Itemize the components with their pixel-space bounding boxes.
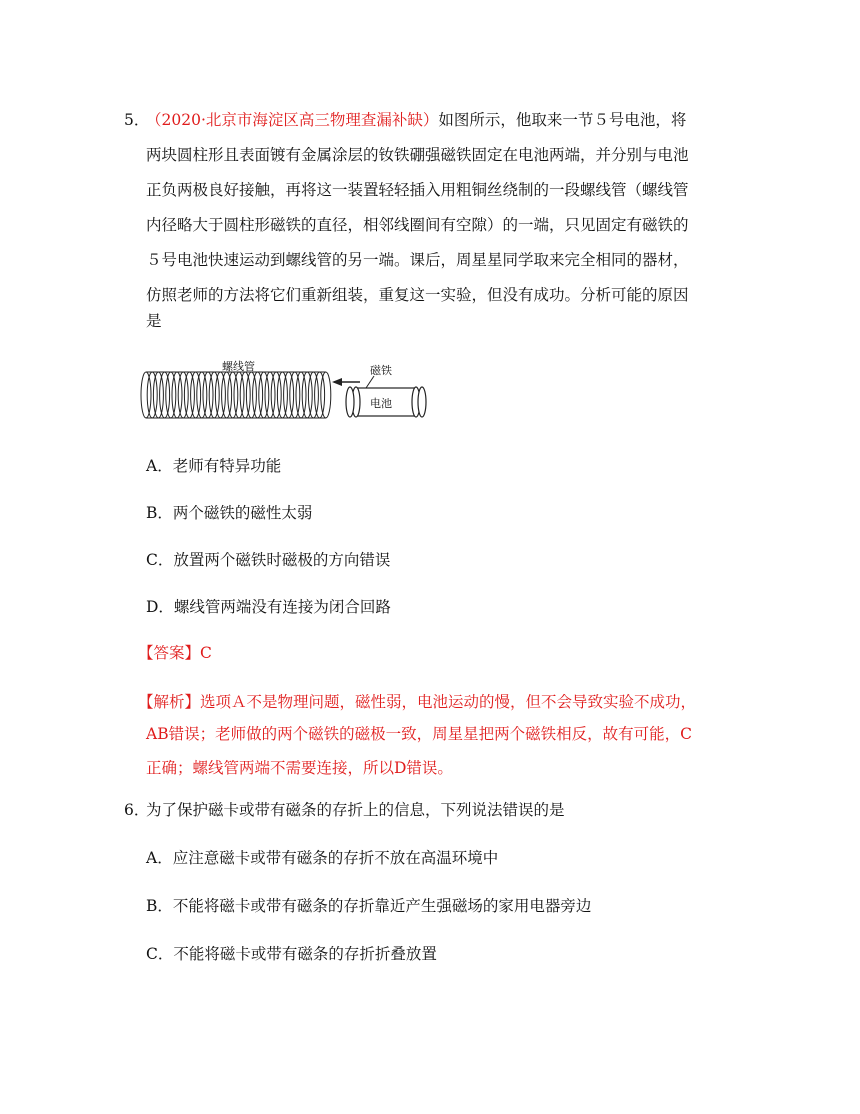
q5-option-a: A．老师有特异功能: [146, 457, 282, 475]
q5-option-d: D．螺线管两端没有连接为闭合回路: [146, 598, 391, 616]
coil-loop: [315, 372, 325, 418]
coil-loop: [209, 372, 219, 418]
coil-loop: [265, 372, 275, 418]
coil-loop: [259, 372, 269, 418]
q5-analysis-line-2: AB错误；老师做的两个磁铁的磁极一致，周星星把两个磁铁相反，故有可能，C: [146, 725, 692, 743]
answer-value: C: [200, 644, 212, 662]
coil-loop: [308, 372, 318, 418]
q5-number: 5．: [124, 111, 150, 129]
coil-loop: [203, 372, 213, 418]
coil-loop: [246, 372, 256, 418]
coil-loop: [184, 372, 194, 418]
label-coil: 螺线管: [222, 360, 255, 373]
analysis-tag: 【解析】: [138, 693, 201, 711]
answer-tag: 【答案】: [138, 644, 201, 662]
coil-loop: [284, 372, 294, 418]
coil-loop: [172, 372, 182, 418]
coil-loop: [321, 372, 331, 418]
coil-loop: [290, 372, 300, 418]
coil-loop: [215, 372, 225, 418]
coil-loop: [191, 372, 201, 418]
coil-loop: [271, 372, 281, 418]
coil-loop: [153, 372, 163, 418]
coil-loop: [228, 372, 238, 418]
q5-stem-start: 如图所示，他取来一节５号电池，将: [438, 111, 687, 129]
coil-loop: [141, 372, 151, 418]
q5-analysis-line-1: 【解析】选项Ａ不是物理问题，磁性弱，电池运动的慢，但不会导致实验不成功，: [138, 693, 697, 711]
q6-option-a: A．应注意磁卡或带有磁条的存折不放在高温环境中: [146, 849, 499, 867]
coil-loop: [296, 372, 306, 418]
coil-loop: [277, 372, 287, 418]
coil-loop: [234, 372, 244, 418]
coil-loop: [178, 372, 188, 418]
coil-loop: [160, 372, 170, 418]
q5-analysis-line-3: 正确；螺线管两端不需要连接，所以D错误。: [146, 759, 453, 777]
label-magnet: 磁铁: [370, 364, 392, 377]
q5-source: （2020·北京市海淀区高三物理查漏补缺）: [146, 111, 439, 129]
coil-loop: [166, 372, 176, 418]
q6-stem: 为了保护磁卡或带有磁条的存折上的信息，下列说法错误的是: [146, 801, 565, 819]
coil-loop: [222, 372, 232, 418]
coil-loop: [302, 372, 312, 418]
coil-loop: [147, 372, 157, 418]
q5-option-c: C．放置两个磁铁时磁极的方向错误: [146, 551, 391, 569]
label-battery: 电池: [370, 397, 392, 410]
document-page: 5． （2020·北京市海淀区高三物理查漏补缺）如图所示，他取来一节５号电池，将 两块圆柱形且表面镀有金属涂层的钕铁硼强磁铁固定在电池两端，并分别与电池 正负两极良好接触，再将这一装置轻轻插入用粗铜丝绕制的一段螺线管（螺线管 内径略大于圆柱形磁铁的直径，相邻线圈间有空隙）的一端，只见固定有磁铁的 ５号电池快速运动到螺线管的另一端。课后，周星星同学取来完全相同的器材， 仿照老师的方法将它们重新组装，重复这一实验，但没有成功。分析可能的原因 是 螺线管 磁铁 电池 A．老师有特异功能 B．两个磁铁的磁性太弱 C．放置两个磁铁时磁极的方向错误 D．螺线管两端没有连接为闭合回路 【答案】C 【解析】选项Ａ不是物理问题，磁性弱，电池运动的慢，但不会导致实验不成功， AB错误；老师做的两个磁铁的磁极一致，周星星把两个磁铁相反，故有可能，C 正确；螺线管两端不需要连接，所以D错误。 6． 为了保护磁卡或带有磁条的存折上的信息，下列说法错误的是 A．应注意磁卡或带有磁条的存折不放在高温环境中 B．不能将磁卡或带有磁条的存折靠近产生强磁场的家用电器旁边 C．不能将磁卡或带有磁条的存折折叠放置: [124, 111, 697, 963]
solenoid-diagram: [130, 360, 450, 426]
q6-option-b: B．不能将磁卡或带有磁条的存折靠近产生强磁场的家用电器旁边: [146, 897, 592, 915]
coil-loop: [240, 372, 250, 418]
solenoid-figure: [130, 360, 450, 426]
q5-option-b: B．两个磁铁的磁性太弱: [146, 504, 313, 522]
coil-loop: [253, 372, 263, 418]
q6-option-c: C．不能将磁卡或带有磁条的存折折叠放置: [146, 945, 437, 963]
q5-answer: [138, 643, 212, 663]
q6-number: 6．: [124, 801, 150, 819]
coil-loop: [197, 372, 207, 418]
